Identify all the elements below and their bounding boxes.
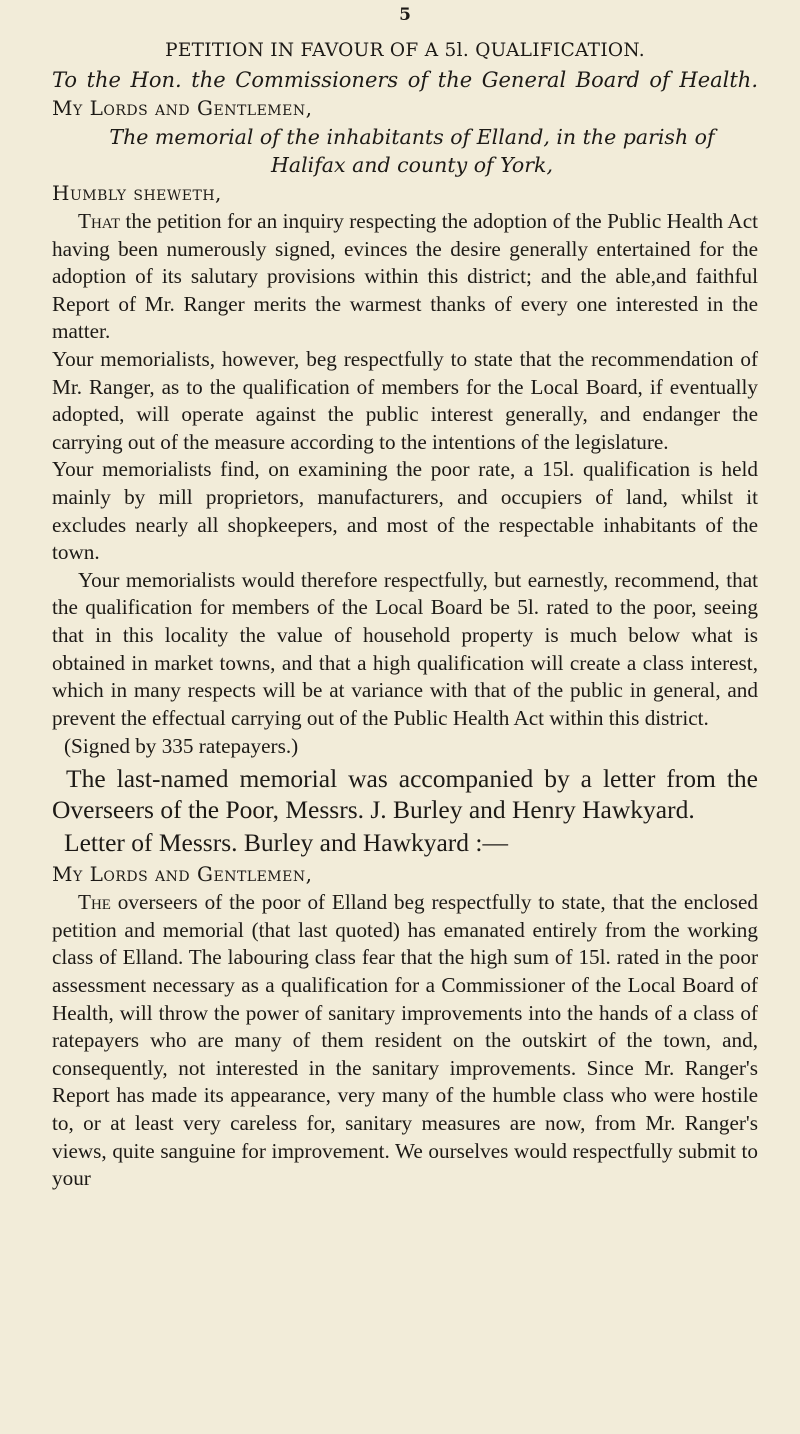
- paragraph-text: the petition for an inquiry respecting the adoption of the Public Health Act having been numerously signed, evinces the desire generally entertained for the adoption of its salutary provisions within this district; and the able,and faithful Report of Mr. Ranger merits the warmest thanks of every one interested in the matter.: [52, 209, 758, 344]
- petition-paragraph-4: Your memorialists would therefore respectfully, but earnestly, recommend, that the qualification for members of the Local Board be 5l. rated to the poor, seeing that in this locality the value of household property is much below what is obtained in market towns, and that a high qualification will create a class interest, which in many respects will be at variance with that of the public in general, and prevent the effectual carrying out of the Public Health Act within this district.: [52, 567, 758, 730]
- letter-salutation: My Lords and Gentlemen,: [52, 862, 313, 887]
- petition-salutation: My Lords and Gentlemen,: [52, 96, 313, 120]
- letter-text: overseers of the poor of Elland beg respectfully to state, that the enclosed petition and memorial (that last quoted) has emanated entirely from the working class of Elland. The labouring class fear that the high sum of 15l. rated in the poor assessment necessary as a qualification for a Commissioner of the Local Board of Health, will throw the power of sanitary improvements into the hands of a class of ratepayers who are many of them resident on the outskirt of the town, and, consequently, not interested in the sanitary improvements. Since Mr. Ranger's Report has made its appearance, very many of the humble class who were hostile to, or at least very careless for, sanitary measures are now, from Mr. Ranger's views, quite sanguine for improvement. We ourselves would respectfully submit to your: [52, 890, 758, 1191]
- letter-heading: Letter of Messrs. Burley and Hawkyard :—: [64, 828, 509, 858]
- petition-paragraph-2: Your memorialists, however, beg respectfully to state that the recommendation of Mr. Ranger, as to the qualification of members for the Local Board, if eventually adopted, will operate against the public interest generally, and endanger the carrying out of the measure according to the intentions of the legislature.: [52, 346, 758, 454]
- humbly-sheweth: Humbly sheweth,: [52, 181, 222, 205]
- petition-paragraph-3: Your memorialists find, on examining the poor rate, a 15l. qualification is held mainly by mill proprietors, manufacturers, and occupiers of land, whilst it excludes nearly all shopkeepers, and most of the respectable inhabitants of the town.: [52, 457, 758, 565]
- petition-heading: PETITION IN FAVOUR OF A 5l. QUALIFICATION.: [165, 40, 645, 61]
- letter-lead-word: The: [78, 890, 111, 915]
- accompanied-paragraph: The last-named memorial was accompanied by a letter from the Overseers of the Poor, Messrs. J. Burley and Henry Hawkyard.: [52, 764, 758, 825]
- memorial-title-line-1: The memorial of the inhabitants of Elland, in the parish of: [109, 125, 715, 149]
- letter-body: [52, 889, 758, 1193]
- petition-paragraph-1: [52, 208, 758, 346]
- petition-address: To the Hon. the Commissioners of the General Board of Health.: [52, 68, 758, 92]
- memorial-title: [52, 123, 758, 179]
- paragraph-lead-word: That: [78, 209, 121, 233]
- page-number: 5: [399, 5, 411, 25]
- signed-line: (Signed by 335 ratepayers.): [64, 734, 299, 759]
- document-page: [52, 0, 758, 1193]
- memorial-title-line-2: Halifax and county of York,: [270, 153, 553, 177]
